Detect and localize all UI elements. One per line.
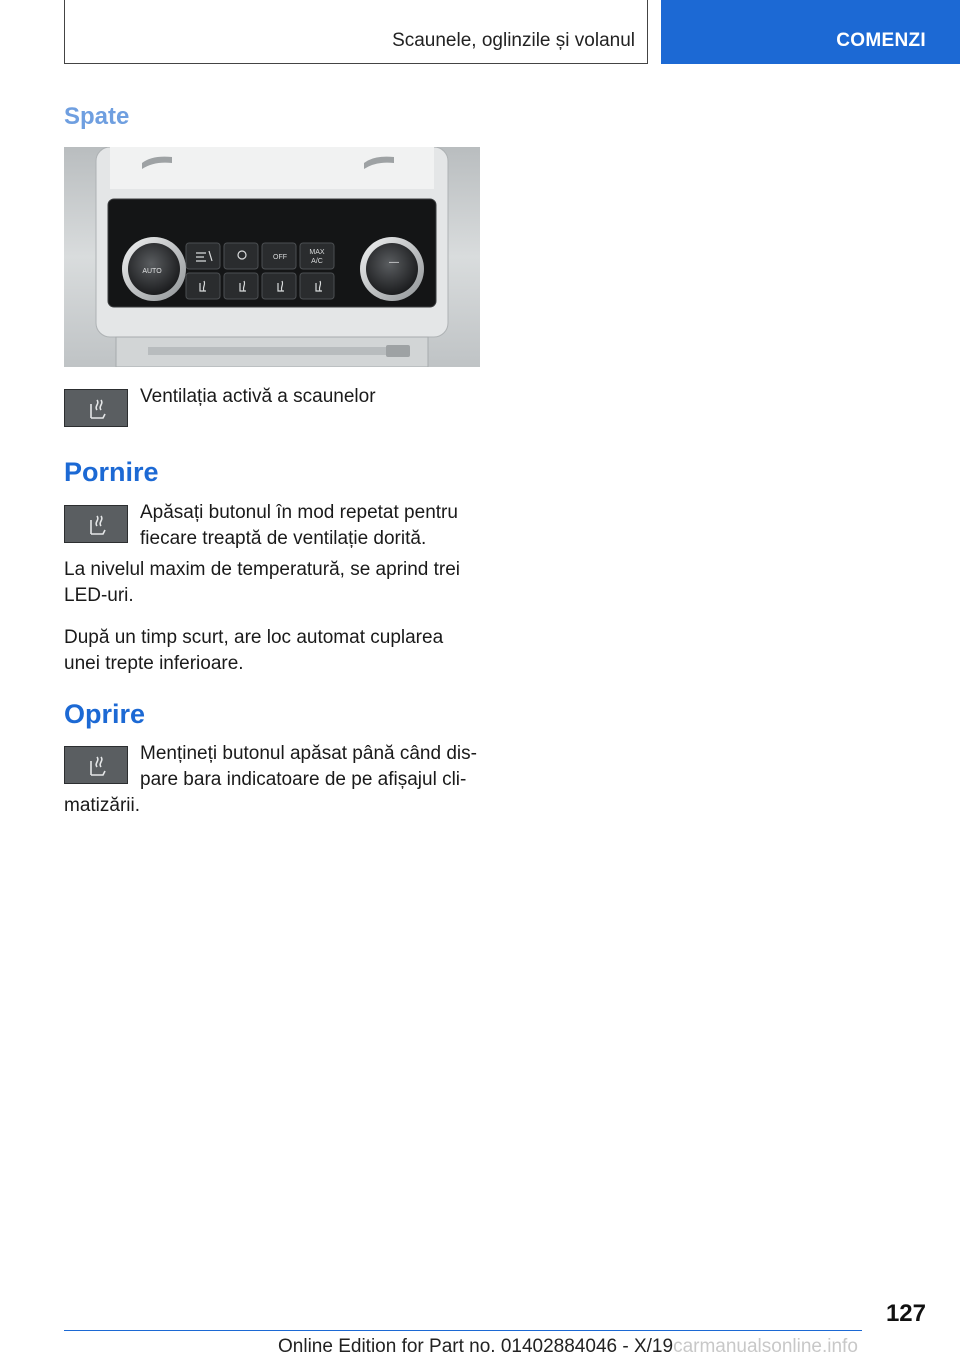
panel-minus-label: — xyxy=(389,257,399,268)
panel-max-label: MAX xyxy=(309,249,325,256)
heading-rear: Spate xyxy=(64,103,130,130)
switch-on-step: Apăsați butonul în mod repetat pentru fiecare treaptă de ventilație dorită. xyxy=(140,502,458,549)
page-number: 127 xyxy=(885,1300,926,1327)
section-tab-label: COMENZI xyxy=(836,30,926,51)
panel-auto-label: AUTO xyxy=(142,268,162,275)
seat-ventilation-icon xyxy=(64,389,128,427)
footer-watermark: carmanualsonline.info xyxy=(673,1336,858,1357)
heading-switch-off: Oprire xyxy=(64,699,146,729)
switch-on-para2: După un timp scurt, are loc automat cuplarea unei trepte inferioare. xyxy=(64,627,444,674)
section-tab[interactable] xyxy=(661,0,960,64)
header-box xyxy=(64,0,648,64)
seat-ventilation-icon xyxy=(64,505,128,543)
footer-edition: Online Edition for Part no. 01402884046 - X/19 xyxy=(278,1336,674,1357)
panel-off-label: OFF xyxy=(273,254,287,261)
heading-switch-on: Pornire xyxy=(64,457,159,487)
switch-off-line3: matizării. xyxy=(64,795,141,816)
chapter-title: Scaunele, oglinzile și volanul xyxy=(392,30,635,51)
rear-climate-panel-photo xyxy=(64,147,480,367)
switch-off-line1: Mențineți butonul apăsat până când dis- xyxy=(140,743,477,764)
footer-rule xyxy=(64,1330,862,1331)
panel-ac-label: A/C xyxy=(311,258,323,265)
caption-seat-ventilation: Ventilația activă a scaunelor xyxy=(140,386,376,407)
footer-text xyxy=(278,1336,858,1358)
seat-ventilation-icon xyxy=(64,746,128,784)
switch-off-line2: pare bara indicatoare de pe afișajul cli- xyxy=(140,769,467,790)
switch-on-para1: La nivelul maxim de temperatură, se aprind trei LED-uri. xyxy=(64,559,461,606)
